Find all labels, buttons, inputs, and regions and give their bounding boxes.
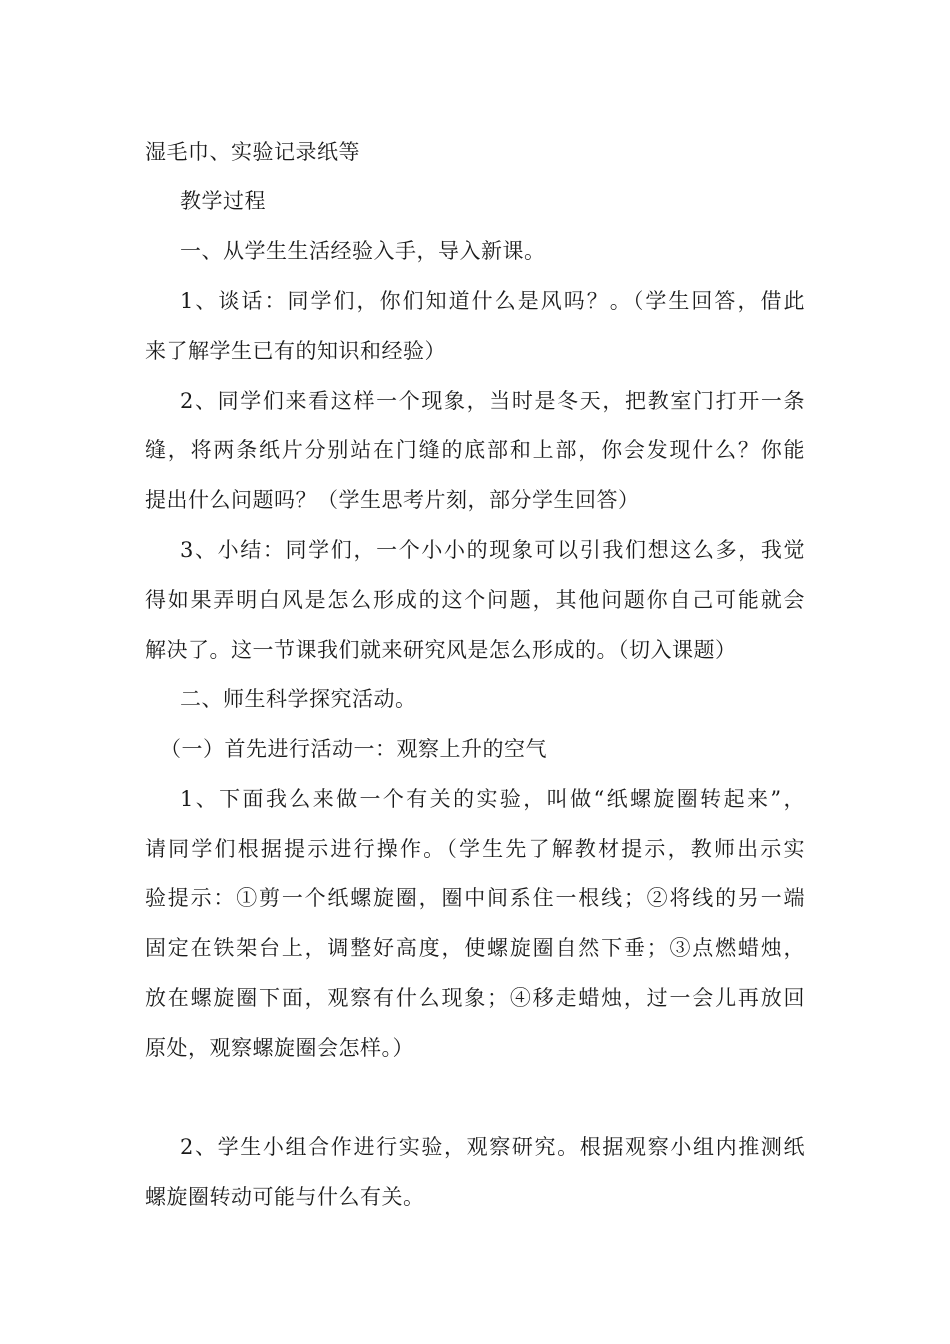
paragraph-4-line-1: 1、下面我么来做一个有关的实验，叫做“纸螺旋圈转起来”， <box>180 787 805 811</box>
paragraph-3-line-3: 解决了。这一节课我们就来研究风是怎么形成的。（切入课题） <box>145 638 737 662</box>
paragraph-5-line-2: 螺旋圈转动可能与什么有关。 <box>145 1185 425 1209</box>
paragraph-4-line-5: 放在螺旋圈下面，观察有什么现象；④移走蜡烛，过一会儿再放回 <box>145 986 805 1010</box>
subsection-heading-activity-1: （一）首先进行活动一：观察上升的空气 <box>160 737 547 761</box>
paragraph-5-line-1: 2、学生小组合作进行实验，观察研究。根据观察小组内推测纸 <box>180 1135 805 1159</box>
paragraph-4-line-4: 固定在铁架台上，调整好高度，使螺旋圈自然下垂；③点燃蜡烛， <box>145 936 805 960</box>
paragraph-2-line-3: 提出什么问题吗？（学生思考片刻，部分学生回答） <box>145 488 640 512</box>
heading-teaching-process: 教学过程 <box>180 189 266 213</box>
paragraph-2-line-1: 2、同学们来看这样一个现象，当时是冬天，把教室门打开一条 <box>180 389 805 413</box>
paragraph-4-line-6: 原处，观察螺旋圈会怎样。） <box>145 1036 414 1060</box>
paragraph-1-line-1: 1、谈话：同学们，你们知道什么是风吗？。（学生回答，借此 <box>180 289 805 313</box>
paragraph-1-line-2: 来了解学生已有的知识和经验） <box>145 339 446 363</box>
paragraph-2-line-2: 缝，将两条纸片分别站在门缝的底部和上部，你会发现什么？你能 <box>145 438 805 462</box>
text-line-materials: 湿毛巾、实验记录纸等 <box>145 140 360 164</box>
paragraph-3-line-2: 得如果弄明白风是怎么形成的这个问题，其他问题你自己可能就会 <box>145 588 805 612</box>
section-heading-2: 二、师生科学探究活动。 <box>180 687 417 711</box>
section-heading-1: 一、从学生生活经验入手，导入新课。 <box>180 239 546 263</box>
paragraph-3-line-1: 3、小结：同学们，一个小小的现象可以引我们想这么多，我觉 <box>180 538 805 562</box>
paragraph-4-line-2: 请同学们根据提示进行操作。（学生先了解教材提示，教师出示实 <box>145 837 805 861</box>
paragraph-4-line-3: 验提示：①剪一个纸螺旋圈，圈中间系住一根线；②将线的另一端 <box>145 886 805 910</box>
